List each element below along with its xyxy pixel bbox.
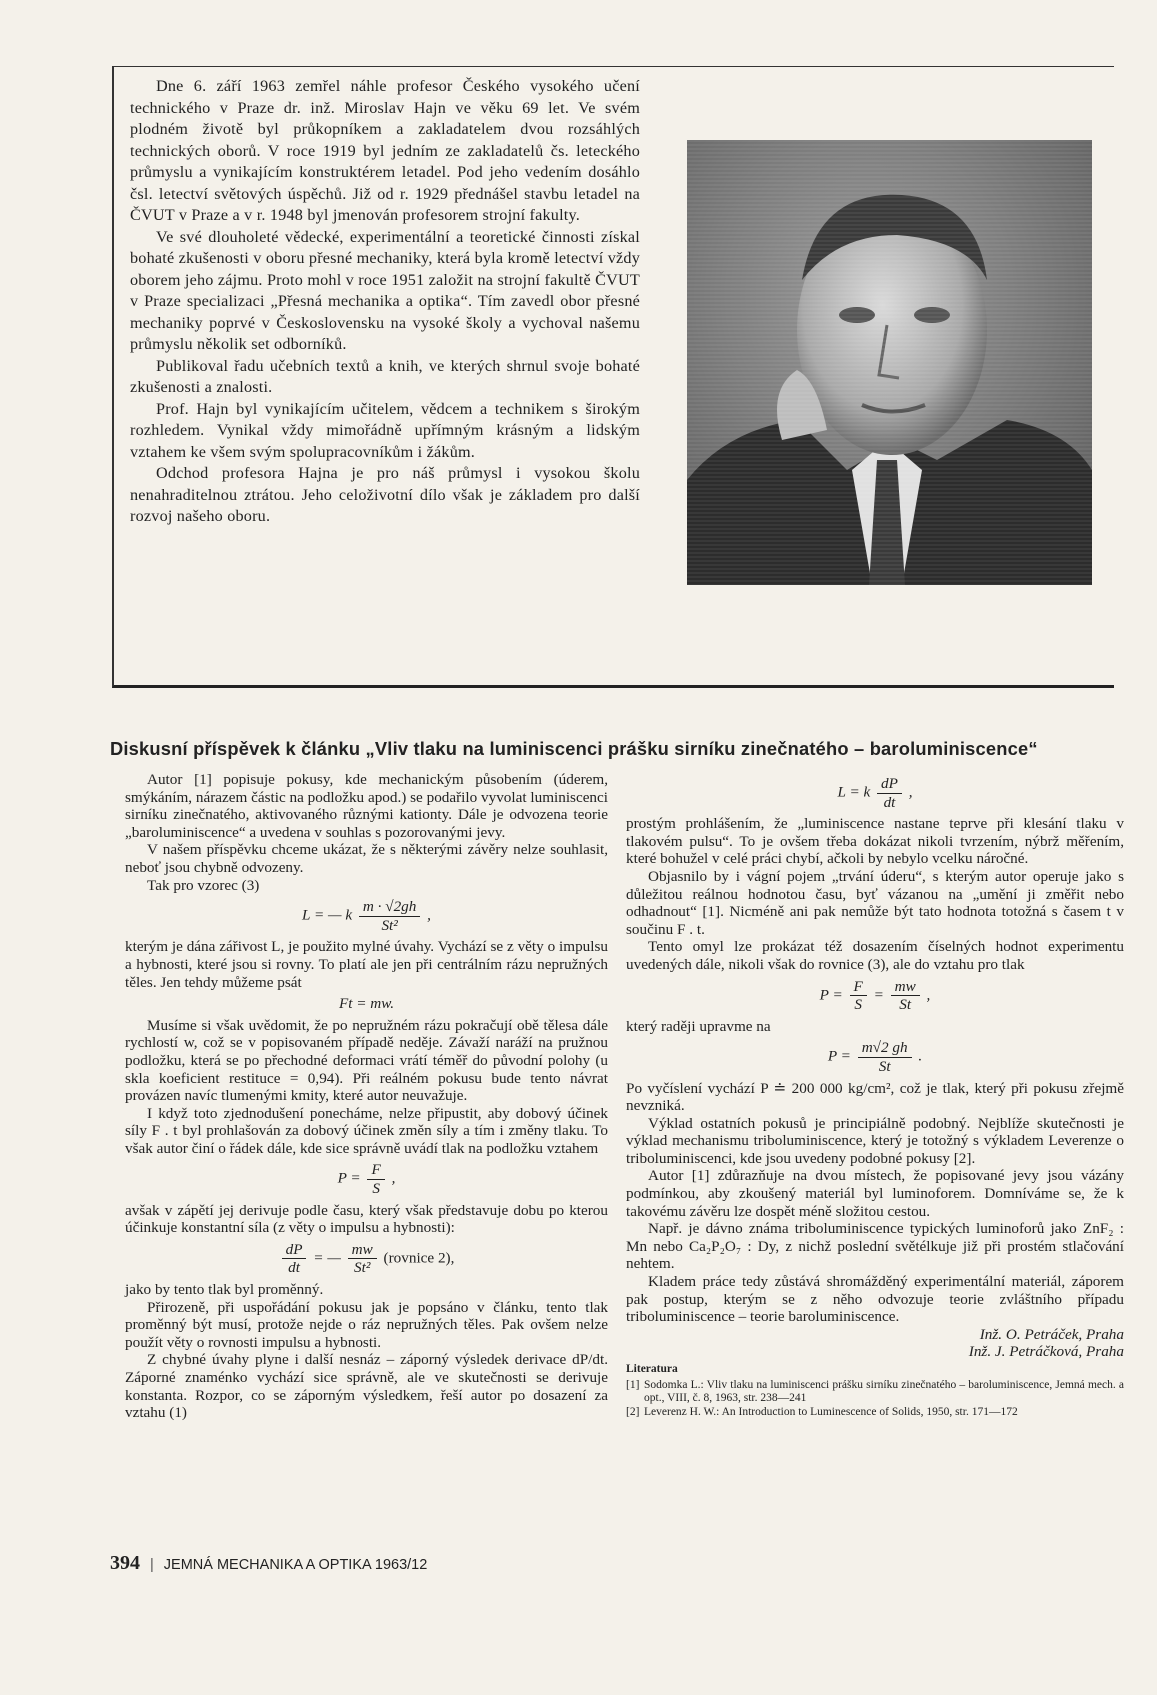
formula-lhs: P = bbox=[819, 986, 843, 1004]
formula-impulse: Ft = mw. bbox=[338, 995, 395, 1013]
reference-item bbox=[626, 1406, 1124, 1420]
obituary-paragraph: Dne 6. září 1963 zemřel náhle profesor Českého vysokého učení technického v Praze dr. inž. Miroslav Hajn ve věku 69 let. Ve svém plodném životě byl průkopníkem a zakladatelem dvou rozsáhlých technických oborů. V roce 1919 byl jedním ze zakladatelů čs. leteckého průmyslu a vynikajícím konstruktérem letadel. Pod jeho vedením dosáhlo čsl. letectví světových úspěchů. Již od r. 1929 přednášel stavbu letadel na ČVUT v Praze a v r. 1948 byl jmenován profesorem strojní fakulty. bbox=[130, 77, 640, 224]
fraction bbox=[850, 978, 867, 1014]
denominator: St² bbox=[354, 1259, 371, 1277]
obituary-paragraph: Ve své dlouholeté vědecké, experimentální a teoretické činnosti získal bohaté zkušenosti v oboru přesné mechaniky, která byla kromě letectví vždy oborem jeho zájmu. Proto mohl v roce 1951 založit na strojní fakultě ČVUT v Praze specializaci „Přesná mechanika a optika“. Tím zavedl obor přesné mechaniky poprvé v Československu na vysoké školy a vychoval našemu průmyslu několik set odborníků. bbox=[130, 227, 640, 353]
paragraph: Např. je dávno známa triboluminiscence typických luminoforů jako ZnF₂ : Mn nebo Ca₂P₂O₇ : Dy, z nichž poslední světélkuje již při prostém stlačování nehtem. bbox=[626, 1220, 1124, 1273]
paragraph: avšak v zápětí jej derivuje podle času, který však představuje dobu po kterou účinkuje konstantní síla (z věty o impulsu a hybnosti): bbox=[125, 1201, 608, 1237]
paragraph: Tak pro vzorec (3) bbox=[147, 876, 260, 894]
formula-tail: , bbox=[391, 1170, 396, 1188]
numerator: m√2 gh bbox=[858, 1039, 912, 1058]
formula-lhs: P = bbox=[827, 1047, 851, 1065]
paragraph: Po vyčíslení vychází P ≐ 200 000 kg/cm², což je tlak, který při pokusu zřejmě nevzniká. bbox=[626, 1079, 1124, 1115]
portrait-image bbox=[687, 140, 1092, 585]
reference-item bbox=[626, 1379, 1124, 1406]
formula-equation-2 bbox=[125, 1241, 608, 1277]
paragraph: Musíme si však uvědomit, že po nepružném rázu pokračují obě tělesa dále rychlostí w, což se v popisovaném případě neděje. Závaží naráží na pružnou podložku, která se po přechodné deformaci vrátí téměř do původní polohy (u skla koeficient restituce = 0,94). Při reálném pokusu bude tento návrat provázen navíc tlumenými kmity, které autor neuvažuje. bbox=[125, 1016, 608, 1105]
obituary-paragraph: Publikoval řadu učebních textů a knih, ve kterých shrnul svoje bohaté zkušenosti a znalosti. bbox=[130, 356, 640, 396]
formula-lhs: L = — k bbox=[302, 906, 353, 924]
article-column-right bbox=[626, 771, 1124, 1419]
reference-text: Leverenz H. W.: An Introduction to Luminescence of Solids, 1950, str. 171—172 bbox=[644, 1405, 1018, 1418]
reference-number: [1] bbox=[626, 1378, 640, 1391]
paragraph: prostým prohlášením, že „luminiscence nastane teprve při klesání tlaku v tlakovém pulsu“. To je ovšem třeba dokázat nikoli tvrzením, nýbrž měřením, které bohužel v celé práci chybí, ačkoli by nebylo vcelku náročné. bbox=[626, 815, 1124, 868]
formula-luminosity bbox=[626, 775, 1124, 811]
paragraph: Kladem práce tedy zůstává shromážděný experimentální materiál, záporem pak postup, kterým se z něho odvozuje teorie zvláštního případu triboluminiscence – teorie baroluminiscence. bbox=[626, 1273, 1124, 1326]
article-title: Diskusní příspěvek k článku „Vliv tlaku na luminiscenci prášku sirníku zinečnatého – baroluminiscence“ bbox=[110, 738, 1038, 759]
formula-tail: (rovnice 2), bbox=[383, 1249, 455, 1267]
formula-tail: , bbox=[427, 906, 431, 924]
numerator: m · √2gh bbox=[359, 898, 420, 917]
denominator: dt bbox=[883, 793, 896, 811]
author-signature: Inž. J. Petráčková, Praha bbox=[968, 1343, 1124, 1361]
formula-3 bbox=[125, 898, 608, 934]
numerator: F bbox=[367, 1161, 384, 1180]
article-column-left bbox=[125, 771, 608, 1422]
denominator: S bbox=[372, 1180, 380, 1198]
numerator: mw bbox=[891, 978, 920, 997]
denominator: dt bbox=[288, 1259, 300, 1277]
paragraph: Autor [1] zdůrazňuje na dvou místech, že popisované jevy jsou vázány podmínkou, aby zkoušený materiál byl luminoforem. Domníváme se, že k takovému závěru lze dospět méně složitou cestou. bbox=[626, 1167, 1124, 1220]
obituary-text bbox=[130, 76, 640, 528]
formula-tail: . bbox=[918, 1047, 923, 1065]
formula-tail: , bbox=[908, 783, 913, 801]
formula-lhs: P = bbox=[337, 1170, 361, 1188]
author-signature: Inž. O. Petráček, Praha bbox=[979, 1325, 1124, 1343]
paragraph: I když toto zjednodušení ponecháme, nelze připustit, aby dobový účinek síly F . t byl prohlašován za dobový účinek změn síly a tím i změny tlaku. To však autor činí o řádek dále, kde sice správně uvádí tlak na podložku vztahem bbox=[125, 1104, 608, 1157]
fraction bbox=[367, 1161, 384, 1197]
obituary-paragraph: Odchod profesora Hajna je pro náš průmysl i vysokou školu nenahraditelnou ztrátou. Jeho celoživotní dílo však je základem pro další rozvoj našeho oboru. bbox=[130, 464, 640, 525]
reference-number: [2] bbox=[626, 1405, 640, 1418]
denominator: St² bbox=[381, 916, 398, 934]
journal-name: JEMNÁ MECHANIKA A OPTIKA 1963/12 bbox=[163, 1557, 428, 1573]
paragraph: kterým je dána zářivost L, je použito mylné úvahy. Vychází se z věty o impulsu a hybnosti, které jsou si rovny. To platí ale jen při centrálním rázu nepružných těles. Jen tehdy můžeme psát bbox=[125, 938, 608, 991]
numerator: dP bbox=[877, 775, 902, 794]
page-footer bbox=[110, 1552, 427, 1575]
formula-operator: = — bbox=[313, 1249, 341, 1267]
formula-pressure-2 bbox=[626, 978, 1124, 1014]
fraction bbox=[891, 978, 920, 1014]
fraction bbox=[282, 1241, 307, 1277]
obituary-paragraph: Prof. Hajn byl vynikajícím učitelem, vědcem a technikem s širokým rozhledem. Vynikal vždy mimořádně upřímným krásným a lidským vztahem ke všem svým spolupracovníkům i žákům. bbox=[130, 399, 640, 461]
references-heading: Literatura bbox=[626, 1363, 678, 1375]
fraction bbox=[359, 898, 420, 934]
formula-pressure-3 bbox=[626, 1039, 1124, 1075]
formula-operator: = bbox=[873, 986, 884, 1004]
formula-lhs: L = k bbox=[837, 783, 871, 801]
fraction bbox=[858, 1039, 912, 1075]
paragraph: Výklad ostatních pokusů je principiálně podobný. Nejblíže skutečnosti je výklad mechanismu triboluminiscence, který je totožný s výkladem Leverenze o triboluminiscenci, kde jsou uvedeny podobné pokusy [2]. bbox=[626, 1114, 1124, 1167]
denominator: St bbox=[878, 1057, 891, 1075]
paragraph: Tento omyl lze prokázat též dosazením číselných hodnot experimentu uvedených dále, nikoli však do rovnice (3), ale do vztahu pro tlak bbox=[626, 938, 1124, 973]
paragraph: jako by tento tlak byl proměnný. bbox=[125, 1281, 324, 1299]
paragraph: Objasnilo by i vágní pojem „trvání úderu“, s kterým autor operuje jako s důležitou reálnou hodnotou času, byť vázanou na „umění ji změřit nebo odhadnout“ [1]. Nicméně ani pak nemůže být tato hodnota totožná s časem t v součinu F . t. bbox=[626, 867, 1124, 938]
paragraph: Přirozeně, při uspořádání pokusu jak je popsáno v článku, tento tlak proměnný být musí, protože nejde o ráz nepružných těles. Pak ovšem nelze použít věty o rovnosti impulsu a hybnosti. bbox=[125, 1298, 608, 1351]
formula-tail: , bbox=[926, 986, 931, 1004]
paragraph: který raději upravme na bbox=[626, 1017, 771, 1035]
paragraph: V našem příspěvku chceme ukázat, že s některými závěry nelze souhlasit, neboť jsou chybně odvozeny. bbox=[125, 841, 608, 876]
portrait-photo bbox=[687, 140, 1092, 585]
page-number: 394 bbox=[110, 1552, 140, 1574]
denominator: St bbox=[899, 996, 912, 1014]
numerator: F bbox=[850, 978, 867, 997]
reference-text: Sodomka L.: Vliv tlaku na luminiscenci prášku sirníku zinečnatého – baroluminiscence, Jemná mech. a opt., VIII, č. 8, 1963, str. 238—241 bbox=[644, 1378, 1124, 1405]
footer-separator: | bbox=[150, 1557, 154, 1573]
numerator: dP bbox=[282, 1241, 307, 1260]
denominator: S bbox=[854, 996, 862, 1014]
formula-pressure bbox=[125, 1161, 608, 1197]
fraction bbox=[348, 1241, 377, 1277]
paragraph: Autor [1] popisuje pokusy, kde mechanickým působením (úderem, smýkáním, nárazem částic na podložku apod.) se podařilo vyvolat luminiscenci sirníku zinečnatého, aktivovaného různými kationty. Dále je odvozena teorie „baroluminiscence“ a uvedena v souhlas s pozorovanými jevy. bbox=[125, 771, 608, 841]
numerator: mw bbox=[348, 1241, 377, 1260]
paragraph: Z chybné úvahy plyne i další nesnáz – záporný výsledek derivace dP/dt. Záporné znaménko vychází sice správně, ale ve skutečnosti se derivuje konstanta. Rozpor, co se záporným výsledkem, řeší autor po dosazení za vztahu (1) bbox=[125, 1351, 608, 1422]
fraction bbox=[877, 775, 902, 811]
